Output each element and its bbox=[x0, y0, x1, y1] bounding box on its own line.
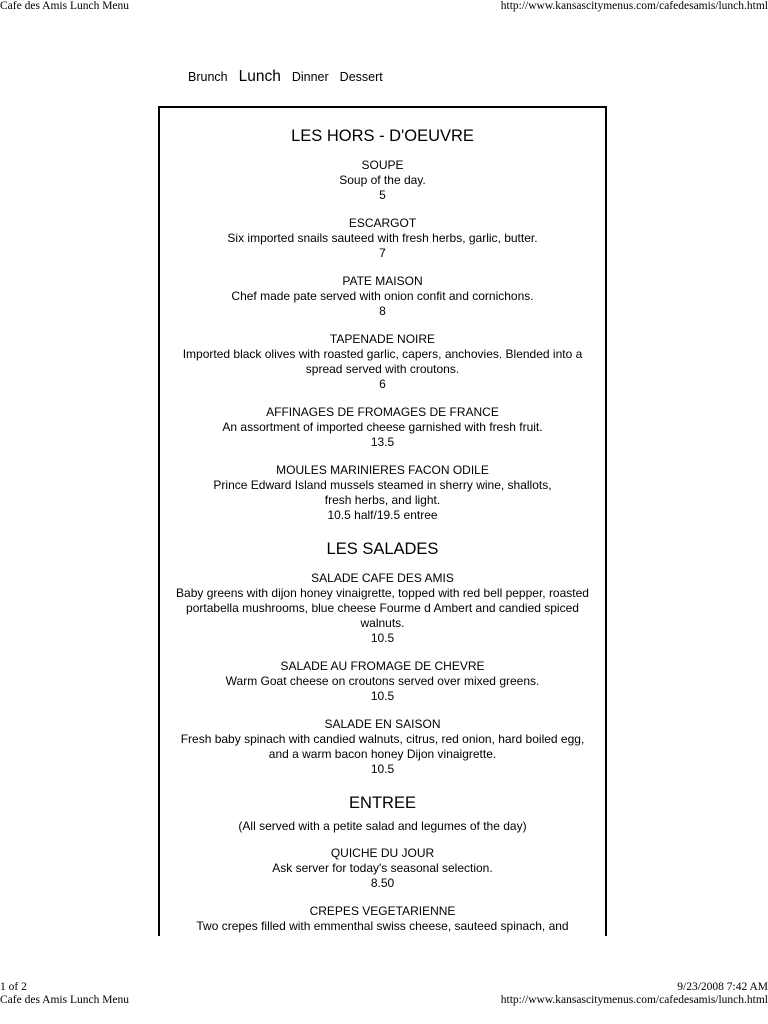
item-name: QUICHE DU JOUR bbox=[330, 846, 435, 860]
item-name: MOULES MARINIERES FACON ODILE bbox=[276, 463, 489, 477]
item-price: 10.5 bbox=[370, 762, 395, 776]
item-name: SALADE AU FROMAGE DE CHEVRE bbox=[280, 659, 485, 673]
print-header-title: Cafe des Amis Lunch Menu bbox=[0, 0, 130, 12]
item-description: Ask server for today's seasonal selection. bbox=[272, 861, 493, 875]
print-footer-datetime: 9/23/2008 7:42 AM bbox=[677, 981, 768, 993]
item-name: TAPENADE NOIRE bbox=[329, 332, 436, 346]
print-footer bbox=[0, 981, 768, 994]
item-name: PATE MAISON bbox=[342, 274, 423, 288]
item-price: 13.5 bbox=[370, 435, 395, 449]
section-title-salades: LES SALADES bbox=[326, 540, 439, 558]
item-name: CREPES VEGETARIENNE bbox=[309, 904, 456, 918]
menu-item-moules-marinieres bbox=[170, 463, 595, 523]
menu-box bbox=[158, 106, 607, 936]
nav-link-dinner[interactable]: Dinner bbox=[291, 70, 329, 84]
print-footer-second-line bbox=[0, 994, 768, 1007]
print-footer-url: http://www.kansascitymenus.com/cafedesamis/lunch.html bbox=[500, 994, 768, 1006]
item-description: Soup of the day. bbox=[339, 173, 426, 187]
print-footer-title: Cafe des Amis Lunch Menu bbox=[0, 994, 130, 1006]
item-price: 8 bbox=[379, 304, 386, 318]
menu-item-affinages-de-fromages bbox=[170, 405, 595, 450]
menu-item-soupe bbox=[170, 158, 595, 203]
print-footer-page: 1 of 2 bbox=[0, 981, 27, 993]
item-price: 6 bbox=[379, 377, 386, 391]
item-price: 10.5 half/19.5 entree bbox=[327, 508, 438, 522]
item-price: 5 bbox=[379, 188, 386, 202]
item-description: An assortment of imported cheese garnished with fresh fruit. bbox=[222, 420, 543, 434]
print-header-url: http://www.kansascitymenus.com/cafedesamis/lunch.html bbox=[500, 0, 768, 12]
section-title-hors-doeuvre: LES HORS - D'OEUVRE bbox=[291, 127, 474, 145]
item-description: Imported black olives with roasted garlic, capers, anchovies. Blended into a spread served with croutons. bbox=[182, 347, 583, 376]
item-price: 7 bbox=[379, 246, 386, 260]
menu-item-quiche-du-jour bbox=[170, 846, 595, 891]
item-description: Six imported snails sauteed with fresh herbs, garlic, butter. bbox=[227, 231, 538, 245]
item-description: Two crepes filled with emmenthal swiss cheese, sauteed spinach, and bbox=[196, 919, 569, 933]
menu-item-escargot bbox=[170, 216, 595, 261]
menu-item-salade-au-fromage-de-chevre bbox=[170, 659, 595, 704]
menu-item-crepes-vegetarienne bbox=[170, 904, 595, 934]
item-name: AFFINAGES DE FROMAGES DE FRANCE bbox=[266, 405, 499, 419]
item-description: Chef made pate served with onion confit and cornichons. bbox=[231, 289, 534, 303]
menu-item-tapenade-noire bbox=[170, 332, 595, 392]
menu-nav bbox=[188, 68, 394, 86]
item-name: SOUPE bbox=[361, 158, 404, 172]
section-title-entree: ENTREE bbox=[349, 794, 416, 812]
menu-item-pate-maison bbox=[170, 274, 595, 319]
nav-link-lunch[interactable]: Lunch bbox=[238, 68, 281, 85]
item-name: SALADE CAFE DES AMIS bbox=[311, 571, 454, 585]
item-description: Fresh baby spinach with candied walnuts, citrus, red onion, hard boiled egg, and a warm bacon honey Dijon vinaigrette. bbox=[180, 732, 585, 761]
menu-item-salade-cafe-des-amis bbox=[170, 571, 595, 646]
section-note-entree: (All served with a petite salad and legumes of the day) bbox=[238, 819, 527, 833]
item-price: 10.5 bbox=[370, 631, 395, 645]
print-header bbox=[0, 0, 768, 13]
item-name: ESCARGOT bbox=[348, 216, 417, 230]
item-price: 10.5 bbox=[370, 689, 395, 703]
item-price: 8.50 bbox=[370, 876, 395, 890]
nav-link-dessert[interactable]: Dessert bbox=[339, 70, 383, 84]
item-description: Warm Goat cheese on croutons served over mixed greens. bbox=[225, 674, 540, 688]
menu-item-salade-en-saison bbox=[170, 717, 595, 777]
item-description: Baby greens with dijon honey vinaigrette, topped with red bell pepper, roasted portabella mushrooms, blue cheese Fourme d Ambert and candied spiced walnuts. bbox=[176, 586, 589, 630]
item-description-line-2: fresh herbs, and light. bbox=[324, 493, 441, 507]
item-description: Prince Edward Island mussels steamed in sherry wine, shallots, bbox=[213, 478, 552, 492]
item-name: SALADE EN SAISON bbox=[324, 717, 441, 731]
nav-link-brunch[interactable]: Brunch bbox=[188, 70, 228, 84]
